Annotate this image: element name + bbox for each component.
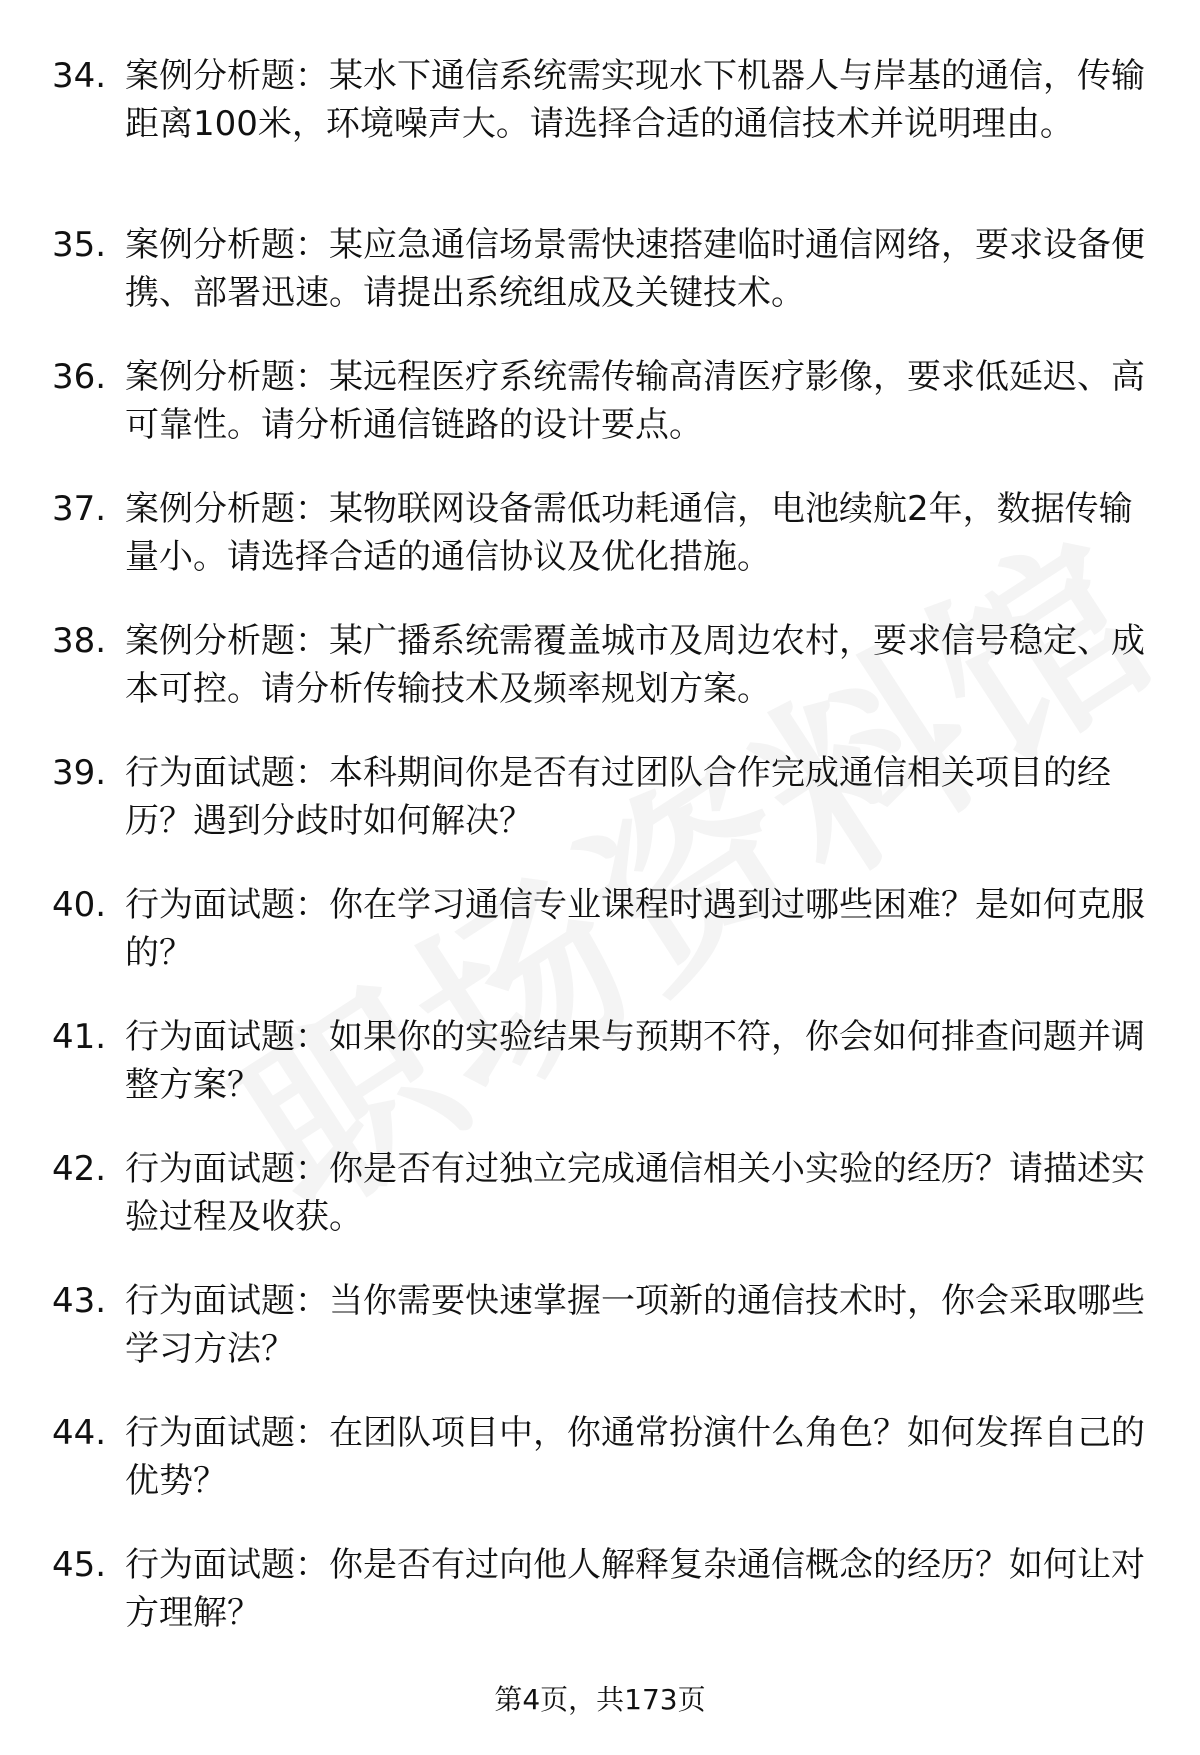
question-text: 行为面试题：本科期间你是否有过团队合作完成通信相关项目的经历？遇到分歧时如何解决？ [125, 753, 1111, 841]
question-item [0, 617, 1200, 749]
question-text: 行为面试题：在团队项目中，你通常扮演什么角色？如何发挥自己的优势？ [125, 1413, 1145, 1501]
question-text: 案例分析题：某广播系统需覆盖城市及周边农村，要求信号稳定、成本可控。请分析传输技术及频率规划方案。 [125, 621, 1145, 709]
question-item [0, 353, 1200, 485]
question-text: 案例分析题：某物联网设备需低功耗通信，电池续航2年，数据传输量小。请选择合适的通信协议及优化措施。 [125, 489, 1133, 577]
question-item [0, 1277, 1200, 1409]
question-list [0, 50, 1200, 1673]
question-number: 36. [52, 357, 107, 397]
question-number: 40. [52, 885, 107, 925]
question-text: 行为面试题：你在学习通信专业课程时遇到过哪些困难？是如何克服的？ [125, 885, 1145, 973]
question-item [0, 1409, 1200, 1541]
question-text: 行为面试题：你是否有过向他人解释复杂通信概念的经历？如何让对方理解？ [125, 1545, 1145, 1633]
question-text: 案例分析题：某应急通信场景需快速搭建临时通信网络，要求设备便携、部署迅速。请提出系统组成及关键技术。 [125, 225, 1145, 313]
question-number: 34. [52, 56, 107, 96]
question-text: 行为面试题：当你需要快速掌握一项新的通信技术时，你会采取哪些学习方法？ [125, 1281, 1145, 1369]
question-number: 37. [52, 489, 107, 529]
question-item [0, 1541, 1200, 1673]
question-number: 43. [52, 1281, 107, 1321]
question-text: 案例分析题：某水下通信系统需实现水下机器人与岸基的通信，传输距离100米，环境噪声大。请选择合适的通信技术并说明理由。 [125, 56, 1145, 144]
question-number: 42. [52, 1149, 107, 1189]
question-text: 行为面试题：如果你的实验结果与预期不符，你会如何排查问题并调整方案？ [125, 1017, 1145, 1105]
question-number: 35. [52, 225, 107, 265]
question-item [0, 1013, 1200, 1145]
question-number: 44. [52, 1413, 107, 1453]
question-item [0, 50, 1200, 182]
question-text: 案例分析题：某远程医疗系统需传输高清医疗影像，要求低延迟、高可靠性。请分析通信链路的设计要点。 [125, 357, 1145, 445]
question-text: 行为面试题：你是否有过独立完成通信相关小实验的经历？请描述实验过程及收获。 [125, 1149, 1145, 1237]
question-number: 41. [52, 1017, 107, 1057]
question-item [0, 1145, 1200, 1277]
question-item [0, 881, 1200, 1013]
question-item [0, 749, 1200, 881]
question-number: 38. [52, 621, 107, 661]
page-number-footer: 第4页，共173页 [494, 1683, 706, 1716]
question-number: 39. [52, 753, 107, 793]
question-item [0, 221, 1200, 353]
question-item [0, 485, 1200, 617]
question-number: 45. [52, 1545, 107, 1585]
